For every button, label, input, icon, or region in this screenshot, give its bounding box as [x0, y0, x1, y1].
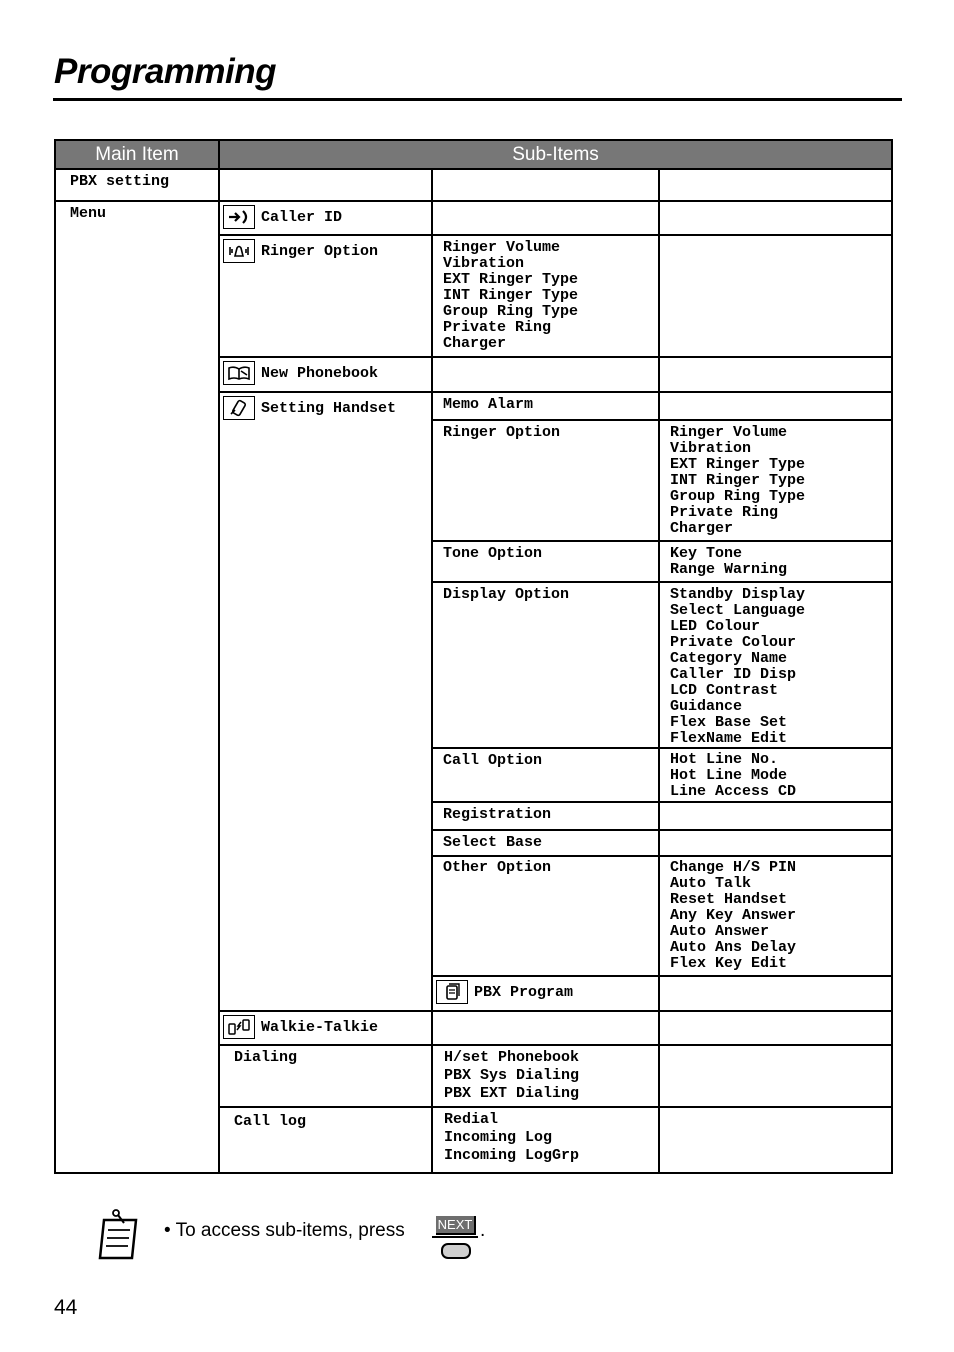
list-item: Category Name	[670, 650, 788, 667]
next-button-icon	[441, 1243, 471, 1259]
list-item: Range Warning	[670, 561, 788, 578]
list-item: Ringer Volume	[443, 239, 561, 256]
walkie-talkie-icon	[223, 1015, 255, 1039]
display-option: Display Option	[432, 582, 659, 748]
tone-option: Tone Option	[432, 541, 659, 582]
list-item: Reset Handset	[670, 891, 788, 908]
note-text: • To access sub-items, press	[164, 1220, 405, 1241]
sub-item-ringer-option: Ringer Option	[219, 235, 432, 357]
list-item: Flex Base Set	[670, 714, 788, 731]
main-item-dialing: Dialing	[219, 1045, 432, 1107]
list-item: Flex Key Edit	[670, 955, 788, 972]
list-item: Private Ring	[443, 319, 552, 336]
list-item: Private Ring	[670, 504, 779, 521]
list-item: EXT Ringer Type	[670, 456, 806, 473]
main-item-menu: Menu	[55, 201, 219, 1173]
handset-setting-icon	[223, 396, 255, 420]
list-item: Vibration	[670, 440, 752, 457]
list-item: Private Colour	[670, 634, 797, 651]
next-key	[432, 1212, 478, 1260]
list-item: Hot Line Mode	[670, 767, 788, 784]
other-option: Other Option	[432, 856, 659, 976]
note-end-punct: .	[480, 1220, 486, 1241]
list-item: Auto Talk	[670, 875, 752, 892]
tone-items	[659, 541, 892, 582]
main-item-pbx-setting: PBX setting	[55, 169, 219, 201]
sub-item-setting-handset: Setting Handset	[219, 392, 432, 1011]
sh-ringer-items	[659, 420, 892, 541]
list-item: EXT Ringer Type	[443, 271, 579, 288]
list-item: Ringer Volume	[670, 424, 788, 441]
caller-id-icon	[223, 205, 255, 229]
ringer-option-items	[432, 235, 659, 357]
list-item: PBX Sys Dialing	[444, 1067, 580, 1084]
note-icon	[96, 1206, 146, 1267]
sub-item-caller-id: Caller ID	[219, 201, 432, 235]
header-sub-items: Sub-Items	[219, 140, 892, 169]
list-item: LCD Contrast	[670, 682, 779, 699]
sub-item-new-phonebook: New Phonebook	[219, 357, 432, 392]
sub-item-pbx-program: PBX Program	[432, 976, 659, 1011]
list-item: Group Ring Type	[670, 488, 806, 505]
phonebook-icon	[223, 361, 255, 385]
list-item: Caller ID Disp	[670, 666, 797, 683]
display-items	[659, 582, 892, 748]
list-item: Charger	[670, 520, 734, 537]
list-item: Guidance	[670, 698, 743, 715]
programming-menu-table	[54, 139, 893, 1174]
dialing-items	[432, 1045, 659, 1107]
title-rule	[53, 98, 902, 101]
list-item: Auto Answer	[670, 923, 770, 940]
list-item: Hot Line No.	[670, 751, 779, 768]
list-item: Charger	[443, 335, 507, 352]
list-item: Change H/S PIN	[670, 859, 797, 876]
memo-alarm: Memo Alarm	[432, 392, 659, 420]
page-number: 44	[54, 1296, 78, 1319]
list-item: Select Language	[670, 602, 806, 619]
list-item: Standby Display	[670, 586, 806, 603]
sub-item-walkie-talkie: Walkie-Talkie	[219, 1011, 432, 1045]
list-item: Vibration	[443, 255, 525, 272]
other-items	[659, 856, 892, 976]
call-option: Call Option	[432, 748, 659, 802]
list-item: Incoming Log	[444, 1129, 553, 1146]
list-item: INT Ringer Type	[670, 472, 806, 489]
select-base: Select Base	[432, 830, 659, 856]
header-main-item: Main Item	[55, 140, 219, 169]
list-item: Redial	[444, 1111, 499, 1128]
call-log-items	[432, 1107, 659, 1173]
list-item: Line Access CD	[670, 783, 797, 800]
list-item: Auto Ans Delay	[670, 939, 797, 956]
registration: Registration	[432, 802, 659, 830]
list-item: Incoming LogGrp	[444, 1147, 580, 1164]
list-item: H/set Phonebook	[444, 1049, 580, 1066]
sh-ringer-option: Ringer Option	[432, 420, 659, 541]
list-item: FlexName Edit	[670, 730, 788, 747]
list-item: PBX EXT Dialing	[444, 1085, 580, 1102]
ringer-bell-icon	[223, 239, 255, 263]
page-title: Programming	[54, 52, 277, 91]
list-item: Key Tone	[670, 545, 743, 562]
list-item: Group Ring Type	[443, 303, 579, 320]
main-item-call-log: Call log	[219, 1107, 432, 1173]
call-items	[659, 748, 892, 802]
next-key-label: NEXT	[436, 1216, 476, 1235]
list-item: LED Colour	[670, 618, 761, 635]
list-item: INT Ringer Type	[443, 287, 579, 304]
pbx-program-icon	[436, 980, 468, 1004]
list-item: Any Key Answer	[670, 907, 797, 924]
